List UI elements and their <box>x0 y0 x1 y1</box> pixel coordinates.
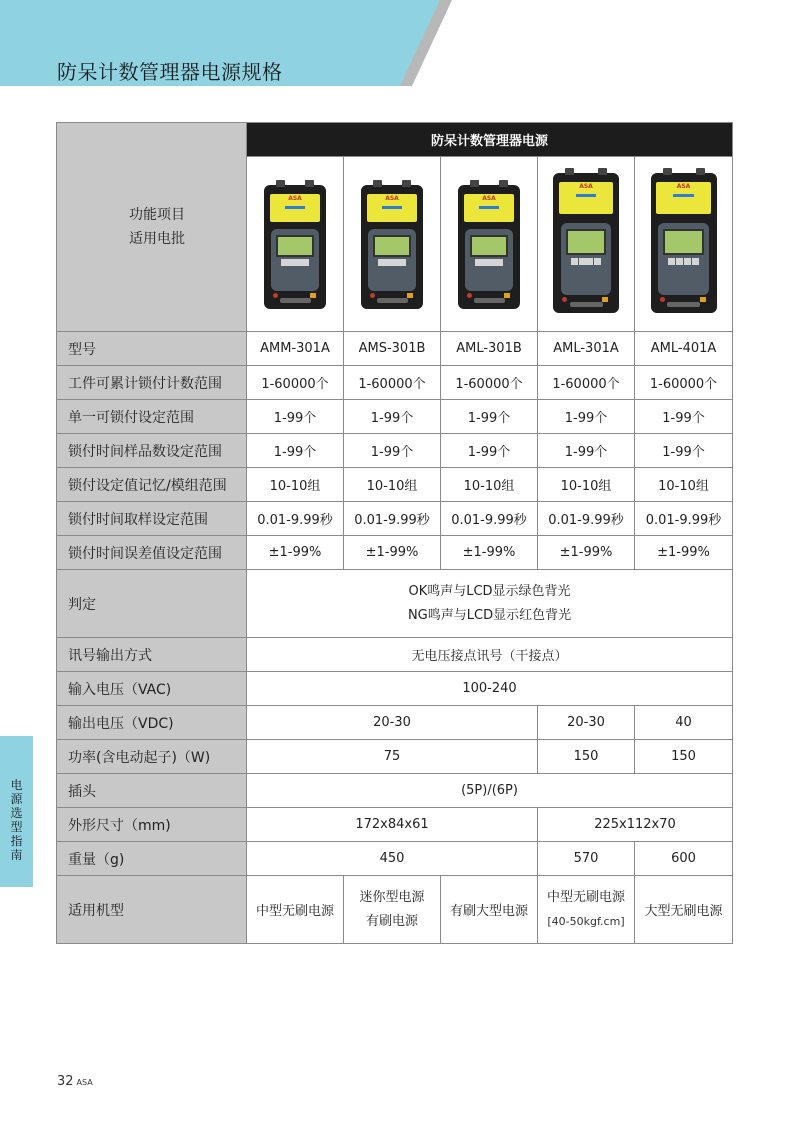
cell-value: 1-99个 <box>441 400 538 434</box>
cell-value: 1-99个 <box>441 434 538 468</box>
cell-value: 1-99个 <box>344 434 441 468</box>
row-label: 功率(含电动起子)（W) <box>57 740 247 774</box>
product-image-aml-301a <box>538 157 635 332</box>
judgement-cell <box>247 570 733 638</box>
page-title: 防呆计数管理器电源规格 <box>57 60 283 84</box>
cell-value: 0.01-9.99秒 <box>441 502 538 536</box>
product-image-aml-401a <box>635 157 733 332</box>
cell-value: 1-60000个 <box>344 366 441 400</box>
row-weight <box>57 842 733 876</box>
cell-value: 1-99个 <box>635 434 733 468</box>
cell-value: 中型无刷电源 <box>247 876 344 944</box>
device-brand-label: ASA <box>288 195 302 202</box>
device-brand-label: ASA <box>676 183 691 190</box>
cell-value: 有刷大型电源 <box>441 876 538 944</box>
row-label: 讯号输出方式 <box>57 638 247 672</box>
row-count-range <box>57 366 733 400</box>
cell-value: 10-10组 <box>538 468 635 502</box>
cell-value: 10-10组 <box>441 468 538 502</box>
cell-value: 10-10组 <box>635 468 733 502</box>
cell-line: 迷你型电源 <box>359 889 425 905</box>
cell-value: 1-60000个 <box>538 366 635 400</box>
cell-value: ±1-99% <box>635 536 733 570</box>
cell-value: 1-99个 <box>247 400 344 434</box>
product-image-amm-301a <box>247 157 344 332</box>
cell-value: 10-10组 <box>344 468 441 502</box>
cell-value: 0.01-9.99秒 <box>344 502 441 536</box>
row-judgement <box>57 570 733 638</box>
product-image-ams-301b <box>344 157 441 332</box>
row-label: 单一可锁付设定范围 <box>57 400 247 434</box>
cell-value: 10-10组 <box>247 468 344 502</box>
cell-value: 0.01-9.99秒 <box>635 502 733 536</box>
row-label: 锁付时间样品数设定范围 <box>57 434 247 468</box>
row-power <box>57 740 733 774</box>
corner-line2: 适用电批 <box>129 231 185 247</box>
cell-value: AML-401A <box>635 332 733 366</box>
row-plug <box>57 774 733 808</box>
row-dimensions <box>57 808 733 842</box>
row-label: 重量（g) <box>57 842 247 876</box>
cell-value: (5P)/(6P) <box>247 774 733 808</box>
cell-value: ±1-99% <box>538 536 635 570</box>
cell-value-two-line <box>344 876 441 944</box>
row-label: 判定 <box>57 570 247 638</box>
cell-value: ±1-99% <box>247 536 344 570</box>
cell-line: 有刷电源 <box>365 913 418 929</box>
row-signal <box>57 638 733 672</box>
cell-value: 20-30 <box>538 706 635 740</box>
cell-value: 75 <box>247 740 538 774</box>
device-brand-label: ASA <box>579 183 593 190</box>
row-label: 插头 <box>57 774 247 808</box>
row-input-voltage <box>57 672 733 706</box>
cell-value: 1-99个 <box>538 434 635 468</box>
row-label: 锁付时间取样设定范围 <box>57 502 247 536</box>
cell-value: AML-301A <box>538 332 635 366</box>
cell-value: 600 <box>635 842 733 876</box>
corner-header <box>57 123 247 332</box>
row-single-range <box>57 400 733 434</box>
cell-value: 100-240 <box>247 672 733 706</box>
cell-value: 0.01-9.99秒 <box>247 502 344 536</box>
cell-value: 570 <box>538 842 635 876</box>
cell-value: 1-60000个 <box>441 366 538 400</box>
judgement-ok: OK鸣声与LCD显示绿色背光 <box>408 583 571 599</box>
cell-value: 1-99个 <box>247 434 344 468</box>
row-memory-range <box>57 468 733 502</box>
judgement-ng: NG鸣声与LCD显示红色背光 <box>407 607 572 623</box>
cell-value: 无电压接点讯号（干接点） <box>247 638 733 672</box>
row-label: 外形尺寸（mm) <box>57 808 247 842</box>
row-label: 输入电压（VAC) <box>57 672 247 706</box>
row-model <box>57 332 733 366</box>
row-sample-range <box>57 434 733 468</box>
cell-value: 1-60000个 <box>635 366 733 400</box>
spec-table <box>56 122 733 944</box>
corner-line1: 功能项目 <box>129 207 185 223</box>
row-time-tolerance <box>57 536 733 570</box>
cell-note: [40-50kgf.cm] <box>547 914 625 928</box>
cell-value: 0.01-9.99秒 <box>538 502 635 536</box>
row-label: 工件可累计锁付计数范围 <box>57 366 247 400</box>
cell-value: AMS-301B <box>344 332 441 366</box>
product-image-aml-301b <box>441 157 538 332</box>
row-label: 输出电压（VDC) <box>57 706 247 740</box>
cell-line: 中型无刷电源 <box>546 889 625 905</box>
row-output-voltage <box>57 706 733 740</box>
product-header: 防呆计数管理器电源 <box>247 123 733 157</box>
cell-value: 1-99个 <box>635 400 733 434</box>
page-number: 32 <box>57 1074 74 1089</box>
device-brand-label: ASA <box>482 195 496 202</box>
cell-value: ±1-99% <box>344 536 441 570</box>
cell-value: AML-301B <box>441 332 538 366</box>
cell-value: 20-30 <box>247 706 538 740</box>
row-applicable <box>57 876 733 944</box>
cell-value: 150 <box>635 740 733 774</box>
side-tab-label: 电源选型指南 <box>10 778 23 862</box>
cell-value: 150 <box>538 740 635 774</box>
side-section-tab <box>0 736 33 887</box>
footer-brand: ASA <box>76 1078 93 1087</box>
cell-value: 225x112x70 <box>538 808 733 842</box>
cell-value: 1-60000个 <box>247 366 344 400</box>
cell-value: 1-99个 <box>538 400 635 434</box>
row-label: 锁付时间误差值设定范围 <box>57 536 247 570</box>
cell-value: 172x84x61 <box>247 808 538 842</box>
row-time-sampling <box>57 502 733 536</box>
cell-value: 大型无刷电源 <box>635 876 733 944</box>
device-brand-label: ASA <box>385 195 399 202</box>
cell-value: ±1-99% <box>441 536 538 570</box>
cell-value: 1-99个 <box>344 400 441 434</box>
cell-value: 450 <box>247 842 538 876</box>
row-label: 锁付设定值记忆/模组范围 <box>57 468 247 502</box>
row-label: 适用机型 <box>57 876 247 944</box>
page-footer <box>57 1074 93 1089</box>
row-label: 型号 <box>57 332 247 366</box>
cell-value: AMM-301A <box>247 332 344 366</box>
cell-value-two-line <box>538 876 635 944</box>
cell-value: 40 <box>635 706 733 740</box>
